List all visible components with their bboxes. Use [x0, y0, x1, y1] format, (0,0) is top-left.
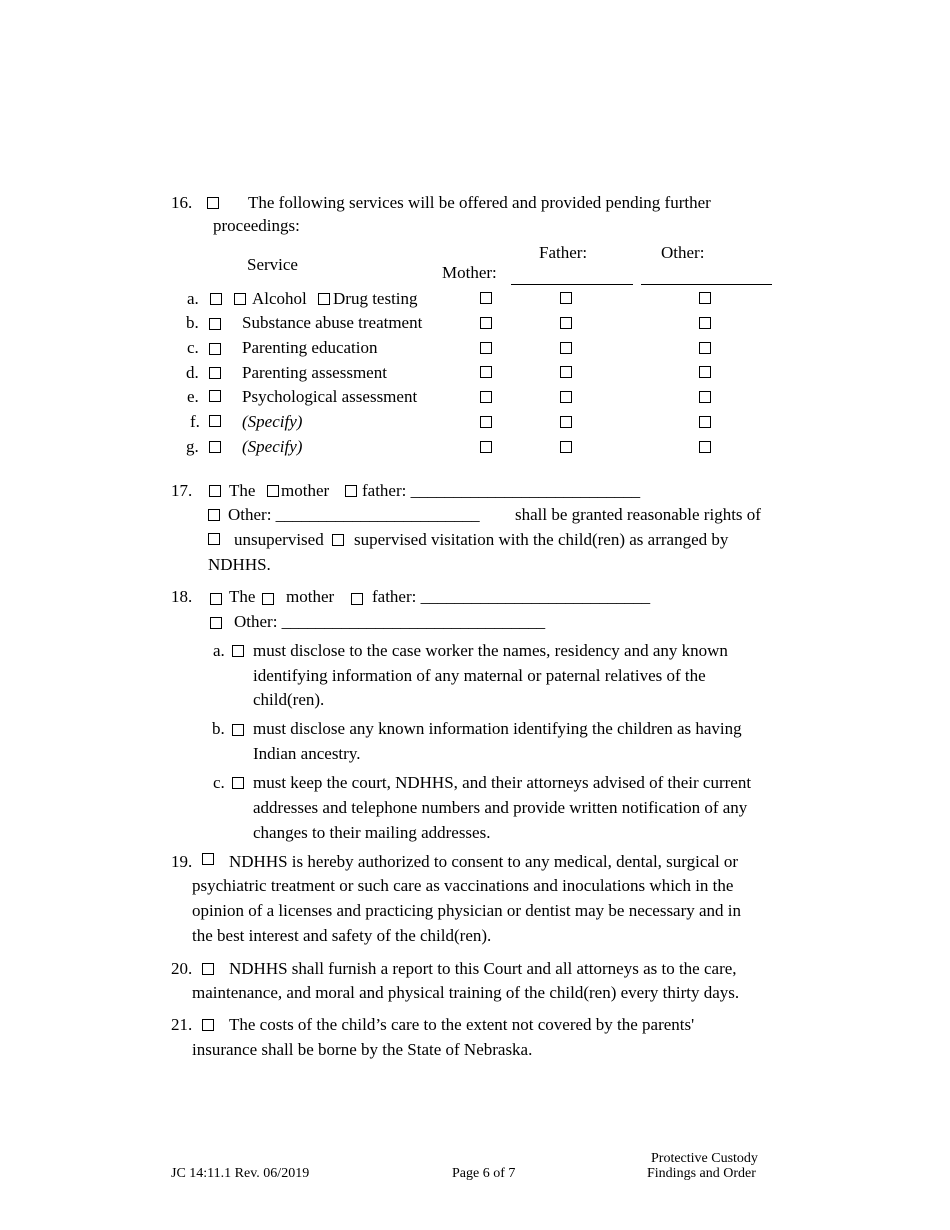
item-17-other-field[interactable]: Other: ________________________	[228, 505, 480, 524]
item-17-the-label: The	[229, 481, 256, 500]
item-18a-line1: must disclose to the case worker the names, residency and any known	[253, 641, 728, 660]
unsupervised-checkbox[interactable]	[208, 533, 220, 545]
item-18-mother-label: mother	[286, 587, 335, 606]
item-20-checkbox[interactable]	[202, 963, 214, 975]
item-17-father-checkbox[interactable]	[345, 485, 357, 497]
item-17-number: 17.	[171, 481, 193, 500]
item-17-granted-text: shall be granted reasonable rights of	[515, 505, 761, 524]
row-g-mother-checkbox[interactable]	[480, 441, 492, 453]
item-16-checkbox[interactable]	[207, 197, 219, 209]
unsupervised-label: unsupervised	[234, 530, 324, 549]
row-d-other-checkbox[interactable]	[699, 366, 711, 378]
item-18c-line3: changes to their mailing addresses.	[253, 823, 491, 842]
item-18a-line2: identifying information of any maternal or paternal relatives of the	[253, 666, 706, 685]
item-17-ndhhs: NDHHS.	[208, 555, 271, 574]
row-b-letter: b.	[186, 313, 199, 332]
drug-testing-label: Drug testing	[333, 289, 418, 308]
item-16-text-line2: proceedings:	[213, 216, 300, 235]
father-name-line[interactable]	[511, 284, 633, 285]
footer-title-line2: Findings and Order	[647, 1166, 756, 1181]
drug-testing-checkbox[interactable]	[318, 293, 330, 305]
row-a-father-checkbox[interactable]	[560, 292, 572, 304]
item-21-checkbox[interactable]	[202, 1019, 214, 1031]
footer-title-line1: Protective Custody	[651, 1151, 758, 1166]
item-18-number: 18.	[171, 587, 193, 606]
row-b-mother-checkbox[interactable]	[480, 317, 492, 329]
item-18-the-checkbox[interactable]	[210, 593, 222, 605]
row-f-other-checkbox[interactable]	[699, 416, 711, 428]
service-column-header: Service	[247, 255, 298, 274]
item-18a-letter: a.	[213, 641, 225, 660]
other-name-line[interactable]	[641, 284, 772, 285]
row-b-other-checkbox[interactable]	[699, 317, 711, 329]
item-20-line2: maintenance, and moral and physical training of the child(ren) every thirty days.	[192, 983, 740, 1002]
row-c-mother-checkbox[interactable]	[480, 342, 492, 354]
row-e-mother-checkbox[interactable]	[480, 391, 492, 403]
mother-column-header: Mother:	[442, 263, 497, 282]
footer-form-id: JC 14:11.1 Rev. 06/2019	[171, 1166, 310, 1181]
item-18a-line3: child(ren).	[253, 690, 325, 709]
item-19-line3: opinion of a licenses and practicing physician or dentist may be necessary and in	[192, 901, 742, 920]
item-17-mother-label: mother	[281, 481, 330, 500]
item-16-number: 16.	[171, 193, 193, 212]
item-18c-line2: addresses and telephone numbers and provide written notification of any	[253, 798, 748, 817]
alcohol-checkbox[interactable]	[234, 293, 246, 305]
item-21-number: 21.	[171, 1015, 193, 1034]
row-e-other-checkbox[interactable]	[699, 391, 711, 403]
other-column-header: Other:	[661, 243, 705, 262]
row-c-other-checkbox[interactable]	[699, 342, 711, 354]
item-17-the-checkbox[interactable]	[209, 485, 221, 497]
item-21-line1: The costs of the child’s care to the extent not covered by the parents'	[229, 1015, 695, 1034]
row-g-letter: g.	[186, 437, 199, 456]
item-18-father-field[interactable]: father: ___________________________	[372, 587, 651, 606]
row-g-checkbox[interactable]	[209, 441, 221, 453]
item-18b-letter: b.	[212, 719, 225, 738]
item-18a-checkbox[interactable]	[232, 645, 244, 657]
item-17-mother-checkbox[interactable]	[267, 485, 279, 497]
item-19-checkbox[interactable]	[202, 853, 214, 865]
supervised-text: supervised visitation with the child(ren) as arranged by	[354, 530, 729, 549]
row-f-mother-checkbox[interactable]	[480, 416, 492, 428]
item-19-line4: the best interest and safety of the child(ren).	[192, 926, 492, 945]
item-17-father-field[interactable]: father: ___________________________	[362, 481, 641, 500]
row-d-father-checkbox[interactable]	[560, 366, 572, 378]
row-a-mother-checkbox[interactable]	[480, 292, 492, 304]
item-20-number: 20.	[171, 959, 193, 978]
row-g-other-checkbox[interactable]	[699, 441, 711, 453]
row-b-father-checkbox[interactable]	[560, 317, 572, 329]
row-g-specify[interactable]: (Specify)	[242, 437, 303, 456]
row-f-father-checkbox[interactable]	[560, 416, 572, 428]
item-19-number: 19.	[171, 852, 193, 871]
item-21-line2: insurance shall be borne by the State of Nebraska.	[192, 1040, 533, 1059]
item-18c-line1: must keep the court, NDHHS, and their attorneys advised of their current	[253, 773, 752, 792]
row-a-letter: a.	[187, 289, 199, 308]
row-c-father-checkbox[interactable]	[560, 342, 572, 354]
item-18-other-checkbox[interactable]	[210, 617, 222, 629]
footer-page-number: Page 6 of 7	[452, 1166, 516, 1181]
item-18b-checkbox[interactable]	[232, 724, 244, 736]
item-18b-line2: Indian ancestry.	[253, 744, 361, 763]
alcohol-label: Alcohol	[252, 289, 307, 308]
row-a-other-checkbox[interactable]	[699, 292, 711, 304]
row-e-letter: e.	[187, 387, 199, 406]
row-f-letter: f.	[190, 412, 200, 431]
item-18c-letter: c.	[213, 773, 225, 792]
item-17-other-checkbox[interactable]	[208, 509, 220, 521]
row-d-mother-checkbox[interactable]	[480, 366, 492, 378]
item-18-other-field[interactable]: Other: _______________________________	[234, 612, 546, 631]
item-18-father-checkbox[interactable]	[351, 593, 363, 605]
row-d-checkbox[interactable]	[209, 367, 221, 379]
row-c-letter: c.	[187, 338, 199, 357]
row-f-specify[interactable]: (Specify)	[242, 412, 303, 431]
row-b-label: Substance abuse treatment	[242, 313, 423, 332]
row-d-label: Parenting assessment	[242, 363, 387, 382]
item-20-line1: NDHHS shall furnish a report to this Court and all attorneys as to the care,	[229, 959, 737, 978]
item-18c-checkbox[interactable]	[232, 777, 244, 789]
row-c-checkbox[interactable]	[209, 343, 221, 355]
row-e-checkbox[interactable]	[209, 390, 221, 402]
item-16-text-line1: The following services will be offered and provided pending further	[248, 193, 711, 212]
row-d-letter: d.	[186, 363, 199, 382]
row-c-label: Parenting education	[242, 338, 378, 357]
item-19-line1: NDHHS is hereby authorized to consent to any medical, dental, surgical or	[229, 852, 739, 871]
father-column-header: Father:	[539, 243, 588, 262]
supervised-checkbox[interactable]	[332, 534, 344, 546]
row-b-checkbox[interactable]	[209, 318, 221, 330]
row-e-label: Psychological assessment	[242, 387, 418, 406]
item-18-the-label: The	[229, 587, 256, 606]
row-f-checkbox[interactable]	[209, 415, 221, 427]
row-a-checkbox[interactable]	[210, 293, 222, 305]
item-19-line2: psychiatric treatment or such care as vaccinations and inoculations which in the	[192, 876, 734, 895]
row-e-father-checkbox[interactable]	[560, 391, 572, 403]
row-g-father-checkbox[interactable]	[560, 441, 572, 453]
item-18-mother-checkbox[interactable]	[262, 593, 274, 605]
item-18b-line1: must disclose any known information identifying the children as having	[253, 719, 742, 738]
